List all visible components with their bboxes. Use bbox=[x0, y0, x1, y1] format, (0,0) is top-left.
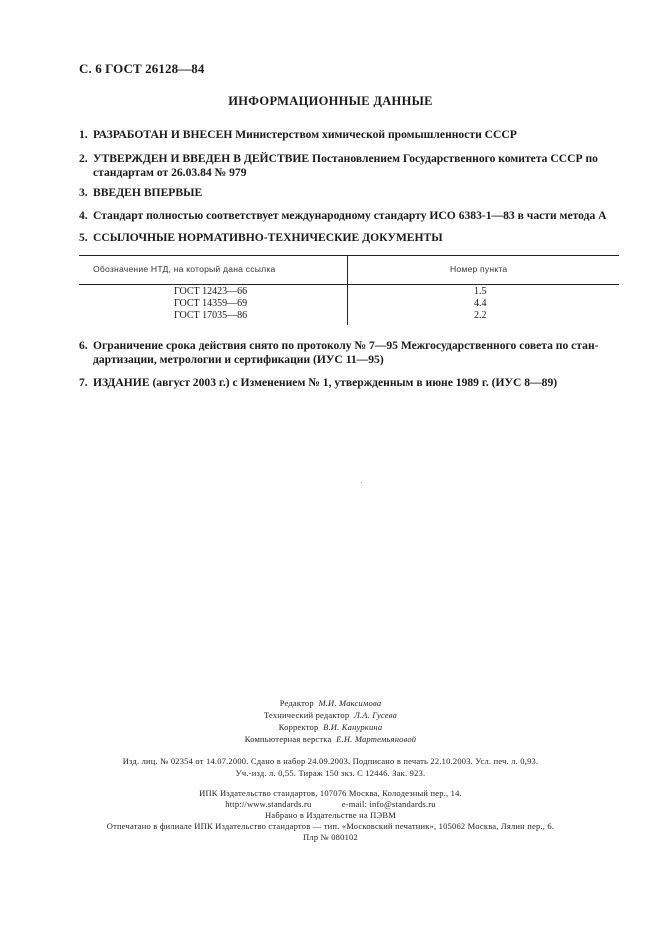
item-number: 3. bbox=[79, 186, 88, 199]
tech-editor-label: Технический редактор bbox=[263, 710, 350, 720]
typeset-line: Набрано в Издательстве на ПЭВМ bbox=[265, 810, 396, 820]
table-cell-clause: 2.2 bbox=[474, 310, 487, 321]
item-number: 6. bbox=[79, 339, 88, 352]
item-number: 2. bbox=[79, 152, 88, 165]
table-cell-clause: 1.5 bbox=[474, 286, 487, 297]
item-text: Стандарт полностью соответствует международному стандарту ИСО 6383-1—83 в части метода А bbox=[93, 209, 607, 222]
printed-by-line: Отпечатано в филиале ИПК Издательство стандартов — тип. «Московский печатник», 105062 Москва, Лялин пер., 6. bbox=[106, 821, 555, 831]
item-text: ССЫЛОЧНЫЕ НОРМАТИВНО-ТЕХНИЧЕСКИЕ ДОКУМЕНТЫ bbox=[93, 231, 443, 244]
references-table bbox=[79, 255, 619, 325]
imprint-corrector bbox=[0, 721, 661, 733]
info-item-3 bbox=[79, 186, 619, 200]
item-text-continued: стандартам от 26.03.84 № 979 bbox=[93, 166, 247, 179]
item-number: 4. bbox=[79, 209, 88, 222]
info-item-6 bbox=[79, 339, 619, 367]
table-header-rule bbox=[79, 284, 619, 285]
editor-name: М.И. Максимова bbox=[318, 698, 382, 708]
section-title: ИНФОРМАЦИОННЫЕ ДАННЫЕ bbox=[228, 94, 433, 108]
item-text: ИЗДАНИЕ (август 2003 г.) с Изменением № 1, утвержденным в июне 1989 г. (ИУС 8—89) bbox=[93, 376, 558, 389]
editor-label: Редактор bbox=[279, 698, 314, 708]
plr-line: Плр № 080102 bbox=[303, 832, 358, 842]
item-text: УТВЕРЖДЕН И ВВЕДЕН В ДЕЙСТВИЕ Постановлением Государственного комитета СССР по bbox=[93, 152, 598, 165]
item-number: 5. bbox=[79, 231, 88, 244]
corrector-name: В.И. Кануркина bbox=[323, 722, 383, 732]
layout-label: Компьютерная верстка bbox=[244, 734, 332, 744]
table-top-rule bbox=[79, 255, 619, 256]
publisher-website: http://www.standards.ru bbox=[225, 799, 312, 809]
table-column-divider bbox=[347, 255, 348, 325]
table-cell-designation: ГОСТ 17035—86 bbox=[174, 310, 248, 321]
info-item-5 bbox=[79, 231, 619, 245]
table-header-clause: Номер пункта bbox=[450, 264, 508, 274]
corrector-label: Корректор bbox=[278, 722, 319, 732]
imprint-layout bbox=[0, 733, 661, 745]
tech-editor-name: Л.А. Гусева bbox=[353, 710, 398, 720]
scan-speck bbox=[361, 482, 362, 483]
item-number: 1. bbox=[79, 128, 88, 141]
imprint-editor bbox=[0, 697, 661, 709]
table-header-designation: Обозначение НТД, на который дана ссылка bbox=[93, 264, 276, 274]
table-cell-clause: 4.4 bbox=[474, 298, 487, 309]
info-item-2 bbox=[79, 152, 619, 180]
item-text: Ограничение срока действия снято по протоколу № 7—95 Межгосударственного совета по стан- bbox=[93, 339, 599, 352]
publisher-email: e-mail: info@standards.ru bbox=[341, 799, 436, 809]
imprint-tech-editor bbox=[0, 709, 661, 721]
publisher-address: ИПК Издательство стандартов, 107076 Москва, Колодезный пер., 14. bbox=[199, 788, 462, 798]
print-details-line-1: Изд. лиц. № 02354 от 14.07.2000. Сдано в набор 24.09.2003. Подписано в печать 22.10.2003. Усл. печ. л. 0,93. bbox=[122, 756, 539, 766]
item-text-continued: дартизации, метрологии и сертификации (ИУС 11—95) bbox=[93, 353, 384, 366]
print-details-line-2: Уч.-изд. л. 0,55. Тираж 150 экз. С 12446. Зак. 923. bbox=[235, 768, 426, 778]
layout-name: Е.Н. Мартемьяновой bbox=[336, 734, 417, 744]
info-item-4 bbox=[79, 209, 619, 223]
item-text: ВВЕДЕН ВПЕРВЫЕ bbox=[93, 186, 203, 199]
table-cell-designation: ГОСТ 14359—69 bbox=[174, 298, 248, 309]
page-header: С. 6 ГОСТ 26128—84 bbox=[79, 61, 205, 76]
table-cell-designation: ГОСТ 12423—66 bbox=[174, 286, 248, 297]
info-item-1 bbox=[79, 128, 619, 142]
item-text: РАЗРАБОТАН И ВНЕСЕН Министерством химической промышленности СССР bbox=[93, 128, 517, 141]
item-number: 7. bbox=[79, 376, 88, 389]
info-item-7 bbox=[79, 376, 619, 390]
